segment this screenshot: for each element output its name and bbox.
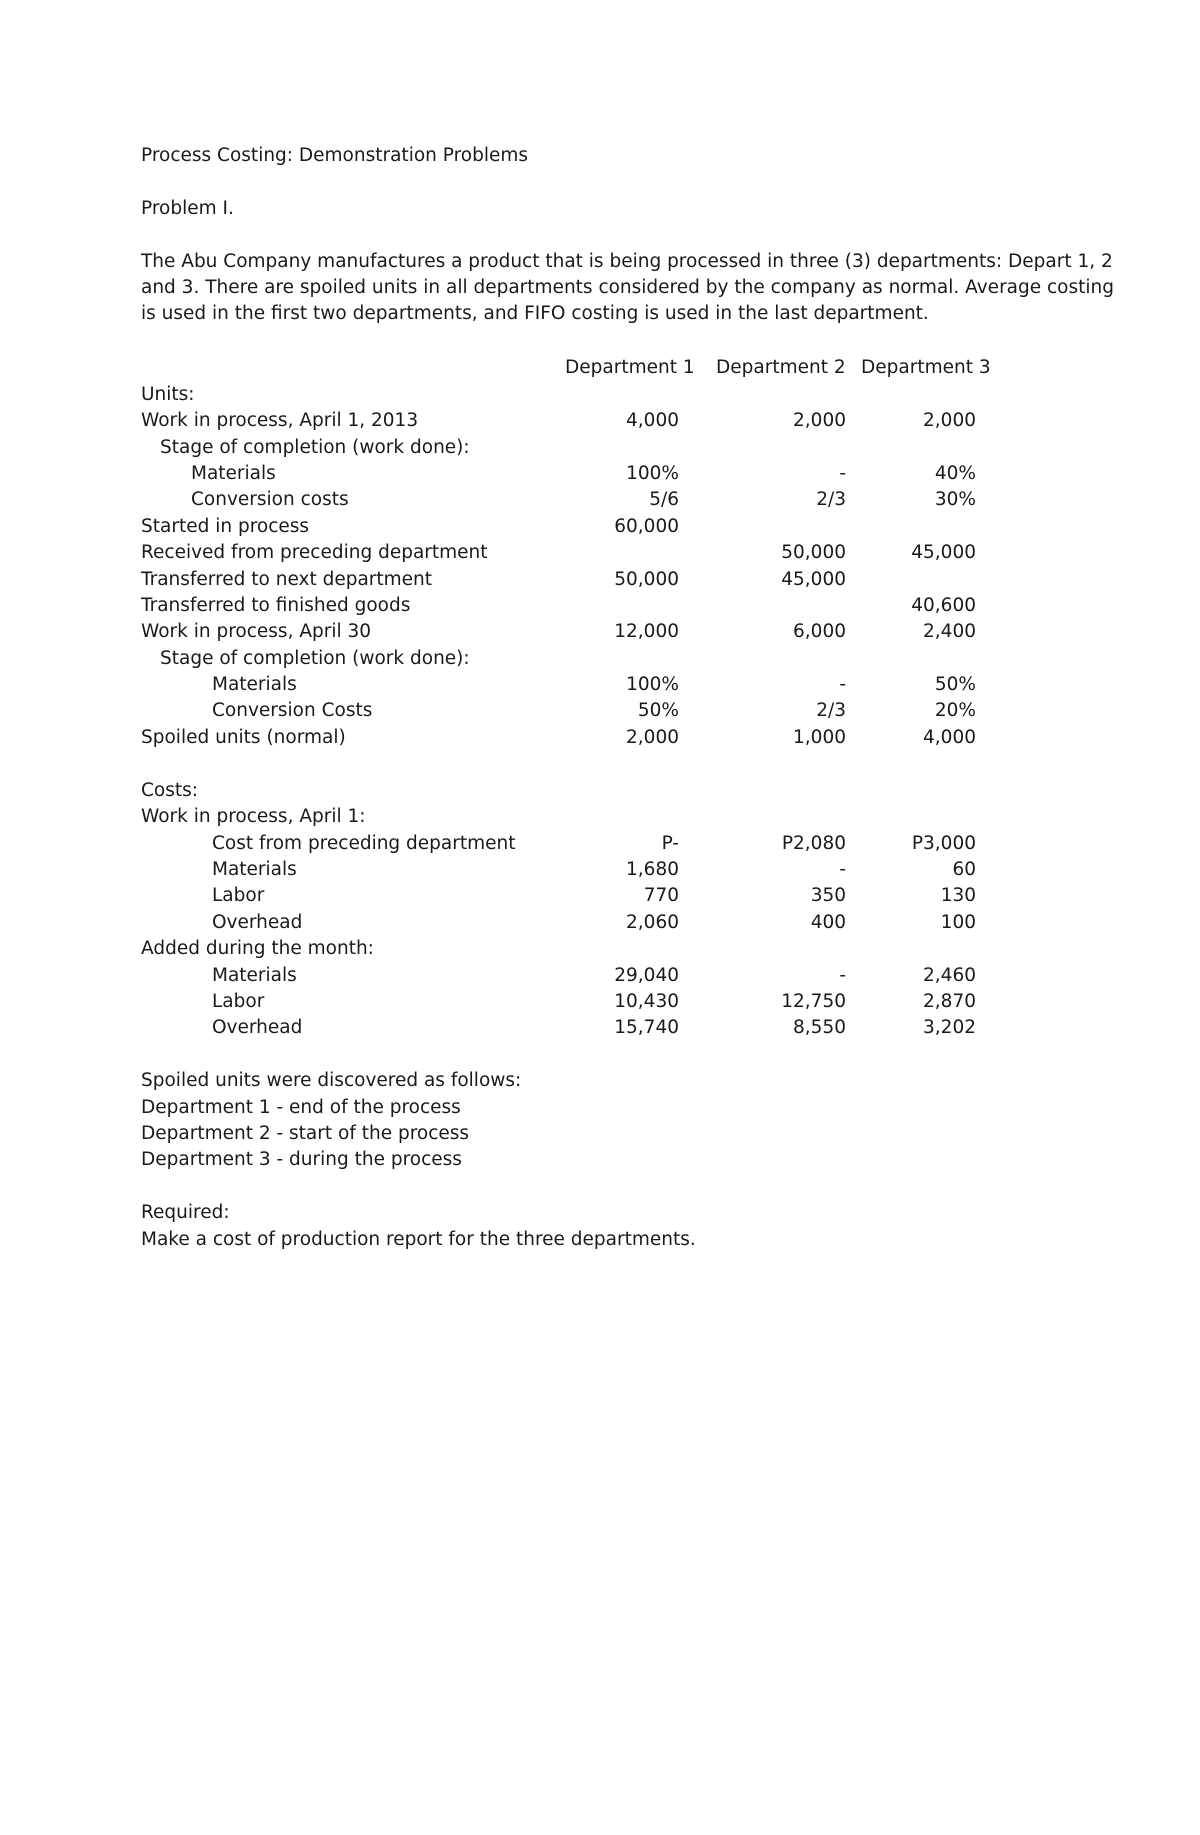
units-row-dept1: 50,000 [614,569,679,590]
units-row-dept3: 40,600 [911,595,976,616]
costs-row-dept2: - [839,859,846,880]
units-row-dept2: - [839,674,846,695]
units-row-dept3: 2,400 [923,621,976,642]
spoiled-line-3: Department 3 - during the process [141,1149,462,1170]
column-header-department-2: Department 2 [716,357,846,378]
units-row-label: Conversion Costs [212,700,373,721]
costs-row-dept3: 3,202 [923,1017,976,1038]
units-row-label: Stage of completion (work done): [160,648,470,669]
units-row-dept1: 60,000 [614,516,679,537]
costs-row-dept1: 2,060 [626,912,679,933]
units-row-dept2: 2/3 [816,489,846,510]
costs-row-dept3: 130 [940,885,976,906]
units-row-dept2: 2,000 [793,410,846,431]
costs-row-dept1: P- [661,833,679,854]
units-row-label: Stage of completion (work done): [160,437,470,458]
units-row-dept1: 100% [626,463,679,484]
costs-row-label: Work in process, April 1: [141,806,366,827]
units-row-label: Work in process, April 30 [141,621,372,642]
column-header-department-1: Department 1 [565,357,695,378]
costs-row-dept2: - [839,965,846,986]
units-row-label: Transferred to finished goods [141,595,411,616]
costs-row-label: Overhead [212,912,303,933]
document-title: Process Costing: Demonstration Problems [141,145,529,166]
units-row-dept1: 12,000 [614,621,679,642]
costs-row-dept3: P3,000 [911,833,976,854]
costs-row-dept2: 12,750 [781,991,846,1012]
units-row-label: Received from preceding department [141,542,488,563]
costs-row-label: Materials [212,965,297,986]
units-row-dept1: 2,000 [626,727,679,748]
costs-row-label: Materials [212,859,297,880]
required-text: Make a cost of production report for the three departments. [141,1229,696,1250]
units-row-dept1: 5/6 [649,489,679,510]
costs-row-dept1: 10,430 [614,991,679,1012]
costs-row-label: Added during the month: [141,938,374,959]
units-row-dept3: 4,000 [923,727,976,748]
costs-row-label: Cost from preceding department [212,833,516,854]
costs-row-dept3: 100 [940,912,976,933]
costs-row-dept3: 2,460 [923,965,976,986]
units-row-dept3: 45,000 [911,542,976,563]
costs-row-dept2: 400 [810,912,846,933]
costs-heading: Costs: [141,780,198,801]
costs-row-dept1: 770 [643,885,679,906]
costs-row-dept1: 29,040 [614,965,679,986]
costs-row-dept2: 350 [810,885,846,906]
costs-row-label: Overhead [212,1017,303,1038]
units-row-dept2: - [839,463,846,484]
units-heading: Units: [141,384,195,405]
units-row-label: Spoiled units (normal) [141,727,346,748]
costs-row-dept3: 2,870 [923,991,976,1012]
spoiled-line-2: Department 2 - start of the process [141,1123,470,1144]
intro-line-1: The Abu Company manufactures a product that is being processed in three (3) departments: Depart 1, 2 [141,251,1113,272]
units-row-dept2: 2/3 [816,700,846,721]
costs-row-dept3: 60 [952,859,976,880]
units-row-label: Transferred to next department [141,569,433,590]
units-row-label: Work in process, April 1, 2013 [141,410,419,431]
problem-label: Problem I. [141,198,234,219]
units-row-dept1: 50% [637,700,679,721]
costs-row-dept1: 1,680 [626,859,679,880]
column-header-department-3: Department 3 [861,357,991,378]
units-row-label: Started in process [141,516,310,537]
units-row-dept3: 2,000 [923,410,976,431]
costs-row-dept2: 8,550 [793,1017,846,1038]
units-row-dept3: 50% [934,674,976,695]
spoiled-heading: Spoiled units were discovered as follows: [141,1070,522,1091]
units-row-dept2: 45,000 [781,569,846,590]
costs-row-dept2: P2,080 [781,833,846,854]
costs-row-label: Labor [212,991,265,1012]
units-row-label: Conversion costs [191,489,349,510]
costs-row-dept1: 15,740 [614,1017,679,1038]
units-row-dept1: 100% [626,674,679,695]
units-row-dept1: 4,000 [626,410,679,431]
spoiled-line-1: Department 1 - end of the process [141,1097,461,1118]
units-row-label: Materials [212,674,297,695]
units-row-label: Materials [191,463,276,484]
units-row-dept3: 30% [934,489,976,510]
units-row-dept3: 40% [934,463,976,484]
units-row-dept2: 6,000 [793,621,846,642]
units-row-dept2: 50,000 [781,542,846,563]
intro-line-3: is used in the first two departments, and FIFO costing is used in the last department. [141,303,929,324]
units-row-dept2: 1,000 [793,727,846,748]
units-row-dept3: 20% [934,700,976,721]
intro-line-2: and 3. There are spoiled units in all departments considered by the company as normal. Average costing [141,277,1115,298]
costs-row-label: Labor [212,885,265,906]
required-heading: Required: [141,1202,230,1223]
